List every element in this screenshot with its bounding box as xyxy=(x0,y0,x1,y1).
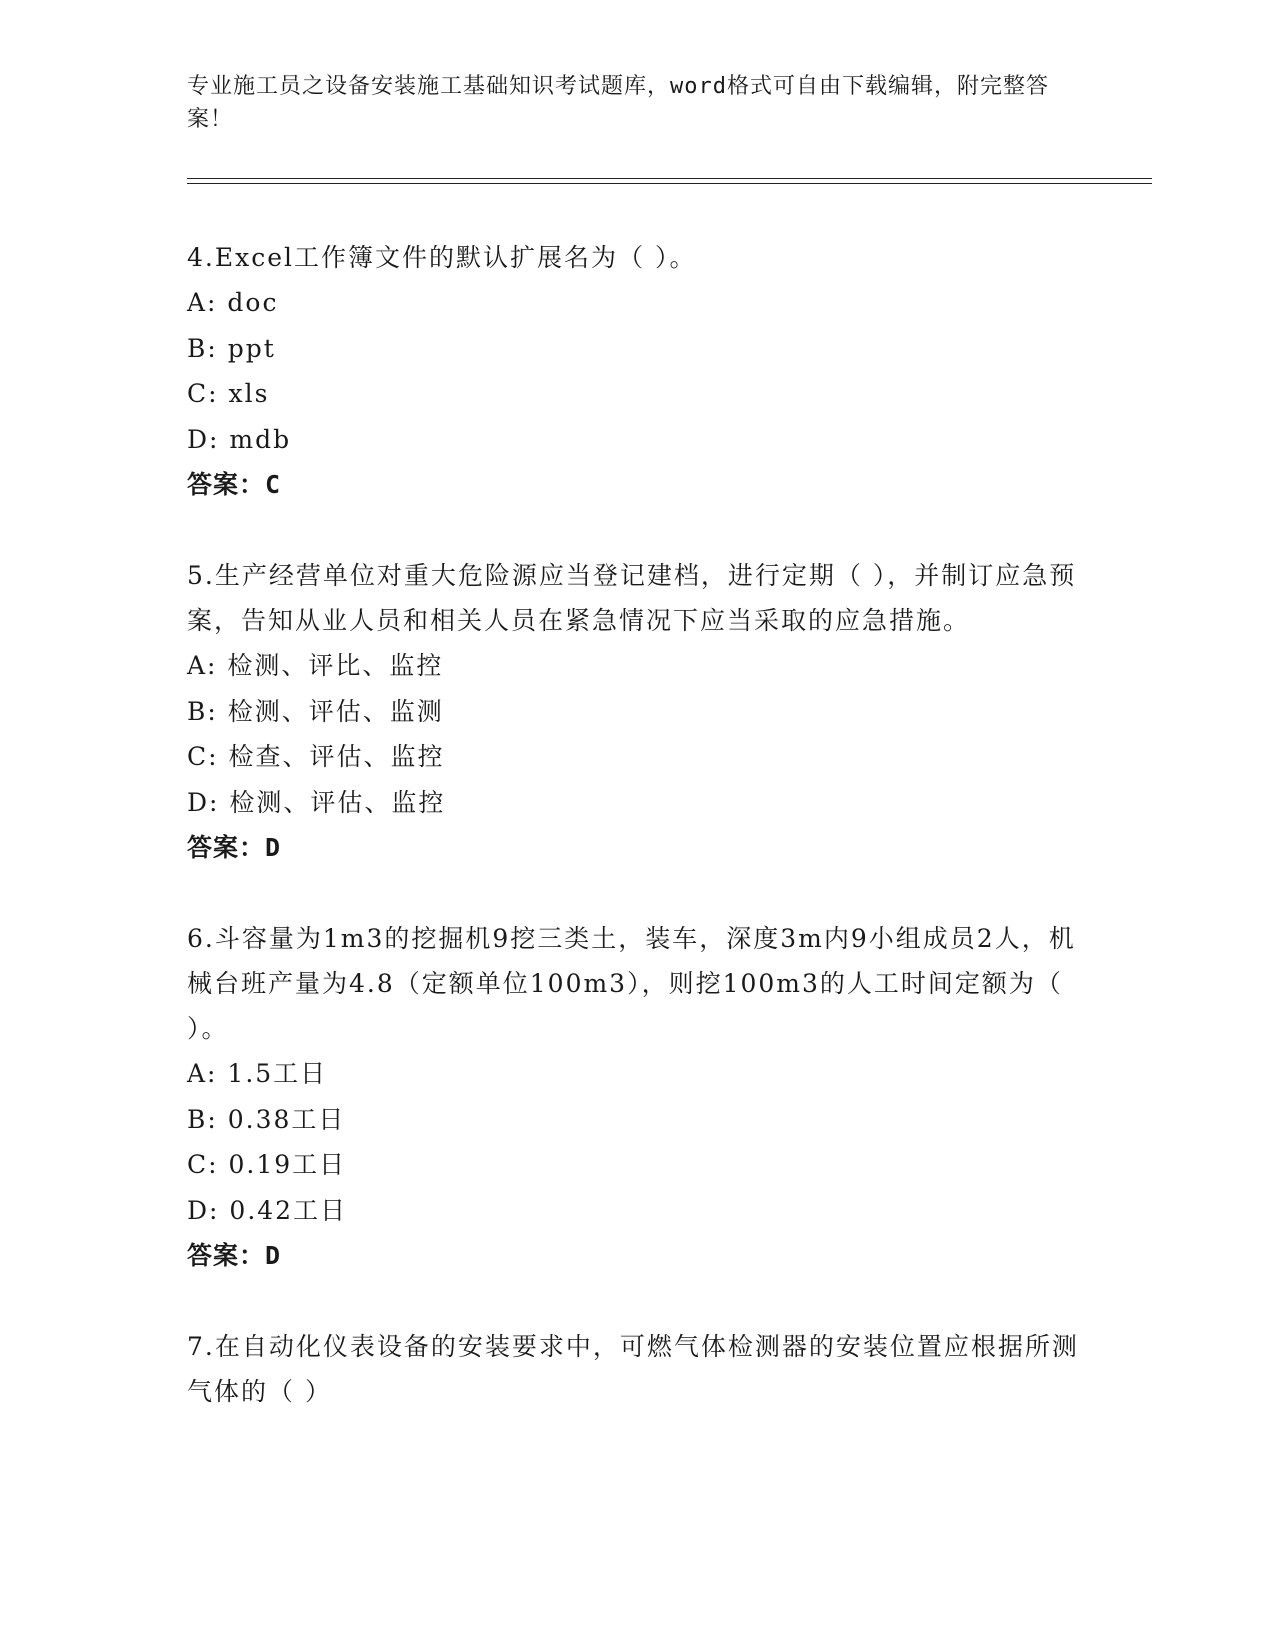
option-d: D: mdb xyxy=(187,424,292,454)
option-b: B: 0.38工日 xyxy=(187,1104,346,1134)
header-divider-top xyxy=(187,178,1152,179)
option-c: C: xls xyxy=(187,379,270,408)
option-a: A: 检测、评比、监控 xyxy=(187,651,444,680)
question-5 xyxy=(187,553,1087,870)
question-4 xyxy=(187,235,1087,507)
question-stem: 6.斗容量为1m3的挖掘机9挖三类土，装车，深度3m内9小组成员2人，机械台班产量为4.8（定额单位100m3），则挖100m3的人工时间定额为（ ）。 xyxy=(187,924,1076,1043)
option-c: C: 0.19工日 xyxy=(187,1150,347,1179)
document-intro: 专业施工员之设备安装施工基础知识考试题库，word格式可自由下载编辑，附完整答案！ xyxy=(187,74,1049,132)
answer-label: 答案：D xyxy=(187,1241,282,1270)
answer-label: 答案：C xyxy=(187,470,282,499)
question-stem: 4.Excel工作簿文件的默认扩展名为（ ）。 xyxy=(187,243,697,272)
option-a: A: 1.5工日 xyxy=(187,1059,328,1088)
header-divider-bottom xyxy=(187,183,1152,184)
option-b: B: ppt xyxy=(187,333,276,363)
option-d: D: 0.42工日 xyxy=(187,1195,348,1225)
question-6 xyxy=(187,916,1087,1278)
option-d: D: 检测、评估、监控 xyxy=(187,787,446,817)
option-a: A: doc xyxy=(187,288,279,317)
question-list xyxy=(187,235,1087,1460)
option-c: C: 检查、评估、监控 xyxy=(187,742,445,771)
option-b: B: 检测、评估、监测 xyxy=(187,696,444,726)
question-7 xyxy=(187,1324,1087,1414)
question-stem: 5.生产经营单位对重大危险源应当登记建档，进行定期（ ），并制订应急预案，告知从业人员和相关人员在紧急情况下应当采取的应急措施。 xyxy=(187,561,1077,635)
answer-label: 答案：D xyxy=(187,833,282,862)
question-stem: 7.在自动化仪表设备的安装要求中，可燃气体检测器的安装位置应根据所测气体的（ ） xyxy=(187,1332,1079,1406)
